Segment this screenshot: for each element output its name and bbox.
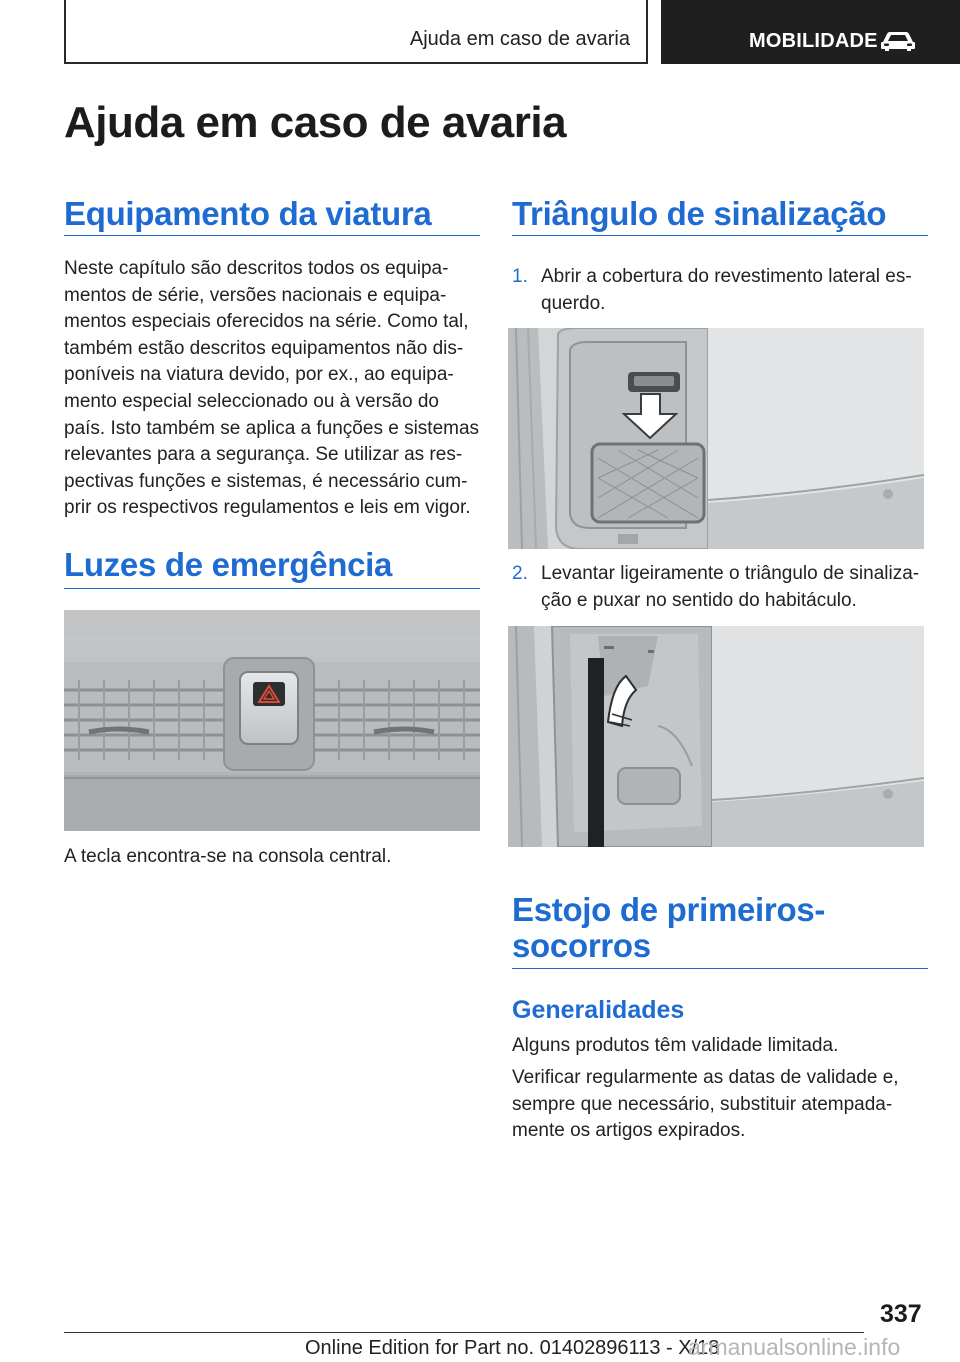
text-line: sempre que necessário, substituir atempada‐ <box>512 1093 893 1115</box>
subheading-generalidades: Generalidades <box>512 996 685 1024</box>
text-line: ção e puxar no sentido do habitáculo. <box>541 589 857 611</box>
footer-rule <box>64 1332 864 1333</box>
text-line: Neste capítulo são descritos todos os equipa‐ <box>64 258 449 279</box>
list-item <box>512 561 928 615</box>
text-line: Abrir a cobertura do revestimento lateral es‐ <box>541 266 912 287</box>
footer-watermark: armanualsonline.info <box>688 1334 901 1360</box>
equipamento-paragraph <box>64 256 484 522</box>
text-line: poníveis na viatura devido, por ex., ao equipa‐ <box>64 364 454 386</box>
heading-rule <box>512 235 928 236</box>
text-line: pectivas funções e sistemas, é necessário cum‐ <box>64 470 468 492</box>
header-section-title: Ajuda em caso de avaria <box>409 28 630 50</box>
firstaid-paragraph-2 <box>512 1065 899 1145</box>
warning-triangle-image <box>508 626 924 847</box>
side-trim-cover-image <box>508 328 924 549</box>
text-line: querdo. <box>541 292 606 314</box>
page-title: Ajuda em caso de avaria <box>64 98 567 147</box>
heading-rule <box>64 588 480 589</box>
text-line: mentos de série, versões nacionais e equipa‐ <box>64 284 447 306</box>
text-line: prir os respectivos regulamentos e leis em vigor. <box>64 497 471 519</box>
text-line: mente os artigos expirados. <box>512 1120 746 1142</box>
header-tab-label: MOBILIDADE <box>749 30 878 52</box>
heading-line: Estojo de primeiros- <box>512 891 826 928</box>
heading-rule <box>512 968 928 969</box>
text-line: mento especial seleccionado ou à versão do <box>64 390 439 412</box>
heading-line: socorros <box>512 927 651 964</box>
firstaid-paragraph-1: Alguns produtos têm validade limitada. <box>512 1035 839 1056</box>
step-number: 2. <box>512 563 528 584</box>
heading-equipamento: Equipamento da viatura <box>64 195 432 232</box>
text-line: mentos especiais oferecidos na série. Como tal, <box>64 311 469 333</box>
step-number: 1. <box>512 266 528 287</box>
text-line: relevantes para a segurança. Se utilizar as res‐ <box>64 444 463 466</box>
heading-estojo-primeiros-socorros <box>512 892 825 964</box>
hazard-switch-image <box>64 610 480 831</box>
footer-edition: Online Edition for Part no. 01402896113 - X/18 <box>305 1337 720 1359</box>
text-line: Verificar regularmente as datas de validade e, <box>512 1067 899 1088</box>
heading-luzes-emergencia: Luzes de emergência <box>64 546 393 583</box>
text-line: também estão descritos equipamentos não dis‐ <box>64 337 464 359</box>
heading-rule <box>64 235 480 236</box>
text-line: Levantar ligeiramente o triângulo de sinaliza‐ <box>541 563 920 584</box>
hazard-caption: A tecla encontra-se na consola central. <box>64 846 392 867</box>
list-item <box>512 264 928 318</box>
page-number: 337 <box>880 1300 922 1328</box>
text-line: país. Isto também se aplica a funções e sistemas <box>64 417 480 439</box>
car-icon <box>880 30 916 52</box>
header-tab-mobilidade[interactable] <box>661 0 960 64</box>
heading-triangulo: Triângulo de sinalização <box>512 195 887 232</box>
